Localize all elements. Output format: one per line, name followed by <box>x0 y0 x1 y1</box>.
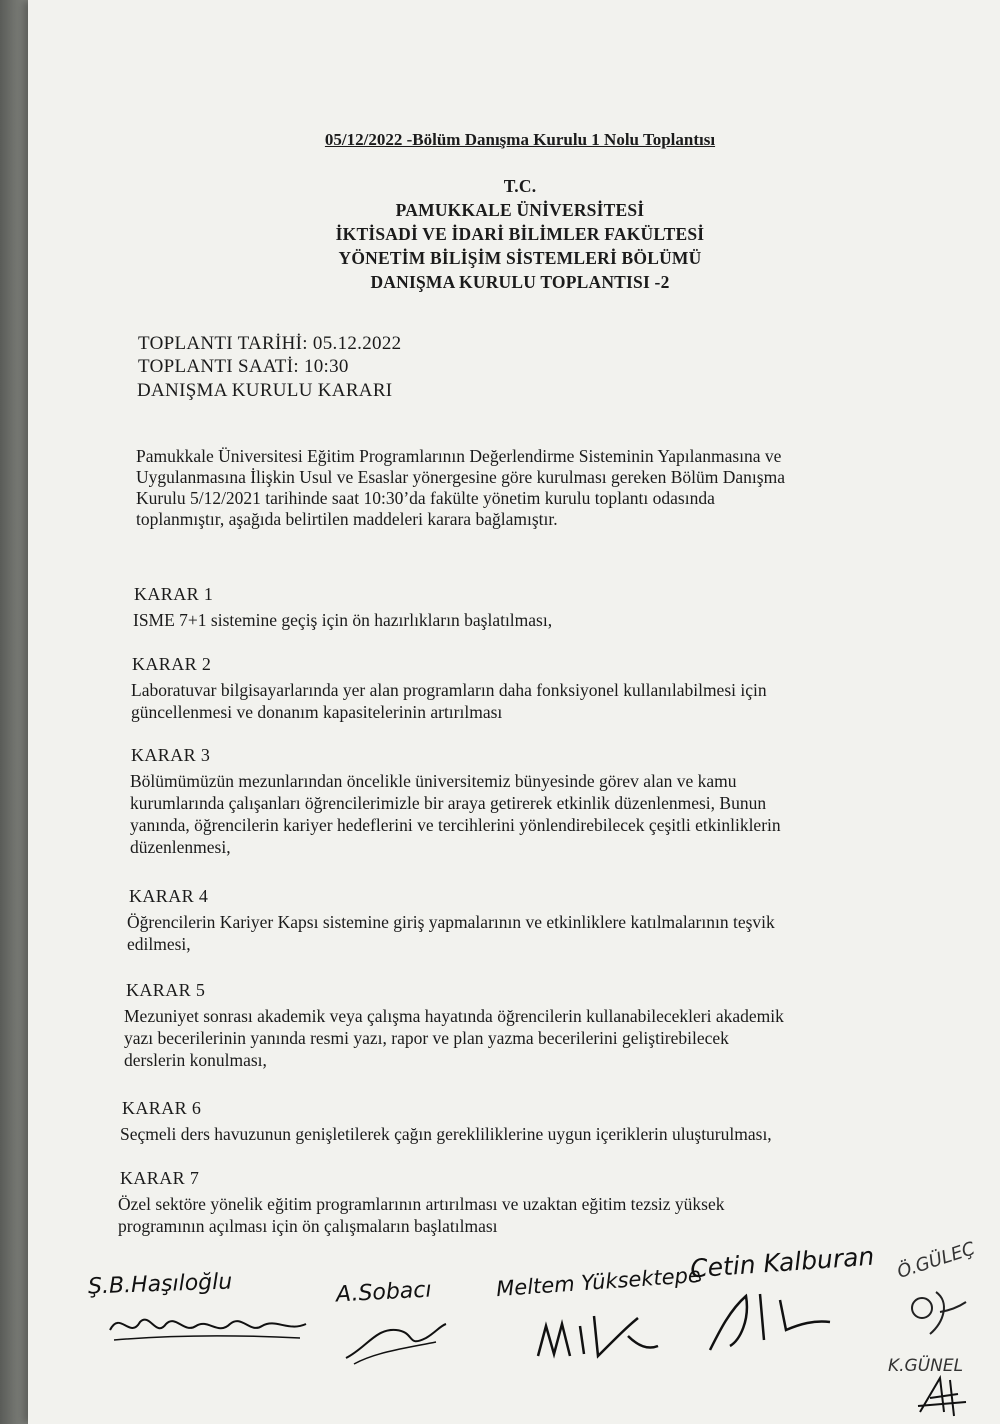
decision-4-title: KARAR 4 <box>129 886 209 906</box>
institution-line-department: YÖNETİM BİLİŞİM SİSTEMLERİ BÖLÜMÜ <box>338 248 702 268</box>
signature-name-5: Ö.GÜLEÇ <box>894 1238 978 1283</box>
signature-mark-2 <box>336 1308 456 1368</box>
decision-1-text <box>133 609 893 631</box>
decision-line: Seçmeli ders havuzunun genişletilerek çağın gerekliliklerine uygun içeriklerin uluşturulması, <box>120 1124 772 1144</box>
signature-name-3: Meltem Yüksektepe <box>495 1262 702 1302</box>
decision-7-text <box>118 1193 918 1237</box>
decision-line: yazı becerilerinin yanında resmi yazı, rapor ve plan yazma becerilerini geliştirebilecek <box>124 1028 729 1048</box>
meeting-time: TOPLANTI SAATİ: 10:30 <box>138 356 349 377</box>
decision-line: düzenlenmesi, <box>130 837 231 857</box>
decision-line: Öğrencilerin Kariyer Kapsı sistemine giriş yapmalarının ve etkinliklere katılmalarının teşvik <box>127 912 775 932</box>
decision-line: yanında, öğrencilerin kariyer hedeflerini ve tercihlerini yönlendirebilecek çeşitli etkinliklerin <box>130 815 781 835</box>
signature-mark-1 <box>100 1300 320 1350</box>
intro-line: Pamukkale Üniversitesi Eğitim Programlarının Değerlendirme Sisteminin Yapılanmasına ve <box>136 446 782 466</box>
decision-5-title: KARAR 5 <box>126 980 206 1000</box>
intro-line: Kurulu 5/12/2021 tarihinde saat 10:30’da fakülte yönetim kurulu toplantı odasında <box>136 488 715 508</box>
document-heading: 05/12/2022 -Bölüm Danışma Kurulu 1 Nolu Toplantısı <box>324 130 716 149</box>
institution-line-tc: T.C. <box>503 176 537 196</box>
decision-3-title: KARAR 3 <box>131 745 211 765</box>
institution-line-meeting: DANIŞMA KURULU TOPLANTISI -2 <box>370 272 670 292</box>
decision-5-text <box>124 1005 924 1071</box>
decision-line: güncellenmesi ve donanım kapasitelerinin artırılması <box>131 702 503 722</box>
decision-7-title: KARAR 7 <box>120 1168 200 1188</box>
signature-name-2: A.Sobacı <box>335 1277 433 1308</box>
decision-6-title: KARAR 6 <box>122 1098 202 1118</box>
signature-mark-3 <box>528 1296 668 1366</box>
decision-line: Özel sektöre yönelik eğitim programlarının artırılması ve uzaktan eğitim tezsiz yüksek <box>118 1194 725 1214</box>
decision-title: DANIŞMA KURULU KARARI <box>137 380 393 401</box>
institution-line-faculty: İKTİSADİ VE İDARİ BİLİMLER FAKÜLTESİ <box>335 224 705 244</box>
signature-mark-5 <box>900 1282 970 1342</box>
decision-1-title: KARAR 1 <box>134 584 214 604</box>
decision-line: edilmesi, <box>127 934 191 954</box>
signature-name-4: Çetin Kalburan <box>689 1241 876 1284</box>
signature-mark-6 <box>910 1372 970 1420</box>
decision-4-text <box>127 911 917 955</box>
decision-3-text <box>130 770 920 858</box>
intro-line: toplanmıştır, aşağıda belirtilen maddeleri karara bağlamıştır. <box>136 509 558 529</box>
decision-2-text <box>131 679 911 723</box>
decision-line: Laboratuvar bilgisayarlarında yer alan programların daha fonksiyonel kullanılabilmesi için <box>131 680 767 700</box>
decision-line: programının açılması için ön çalışmaların başlatılması <box>118 1216 498 1236</box>
signature-name-6: K.GÜNEL <box>888 1356 964 1376</box>
institution-line-university: PAMUKKALE ÜNİVERSİTESİ <box>395 200 645 220</box>
decision-line: derslerin konulması, <box>124 1050 267 1070</box>
decision-line: Bölümümüzün mezunlarından öncelikle üniversitemiz bünyesinde görev alan ve kamu <box>130 771 737 791</box>
intro-line: Uygulanmasına İlişkin Usul ve Esaslar yönergesine göre kurulması gereken Bölüm Danışma <box>136 467 785 487</box>
signature-name-1: Ş.B.Haşıloğlu <box>87 1269 233 1300</box>
decision-line: kurumlarında çalışanları öğrencilerimizle bir araya getirerek etkinlik düzenlenmesi, Bunun <box>130 793 767 813</box>
meeting-date: TOPLANTI TARİHİ: 05.12.2022 <box>138 333 402 354</box>
decision-line: Mezuniyet sonrası akademik veya çalışma hayatında öğrencilerin kullanabilecekleri akademik <box>124 1006 784 1026</box>
decision-6-text <box>120 1123 920 1145</box>
decision-2-title: KARAR 2 <box>132 654 212 674</box>
decision-line: ISME 7+1 sistemine geçiş için ön hazırlıkların başlatılması, <box>133 610 553 630</box>
intro-paragraph <box>136 446 785 530</box>
signature-mark-4 <box>690 1280 840 1360</box>
